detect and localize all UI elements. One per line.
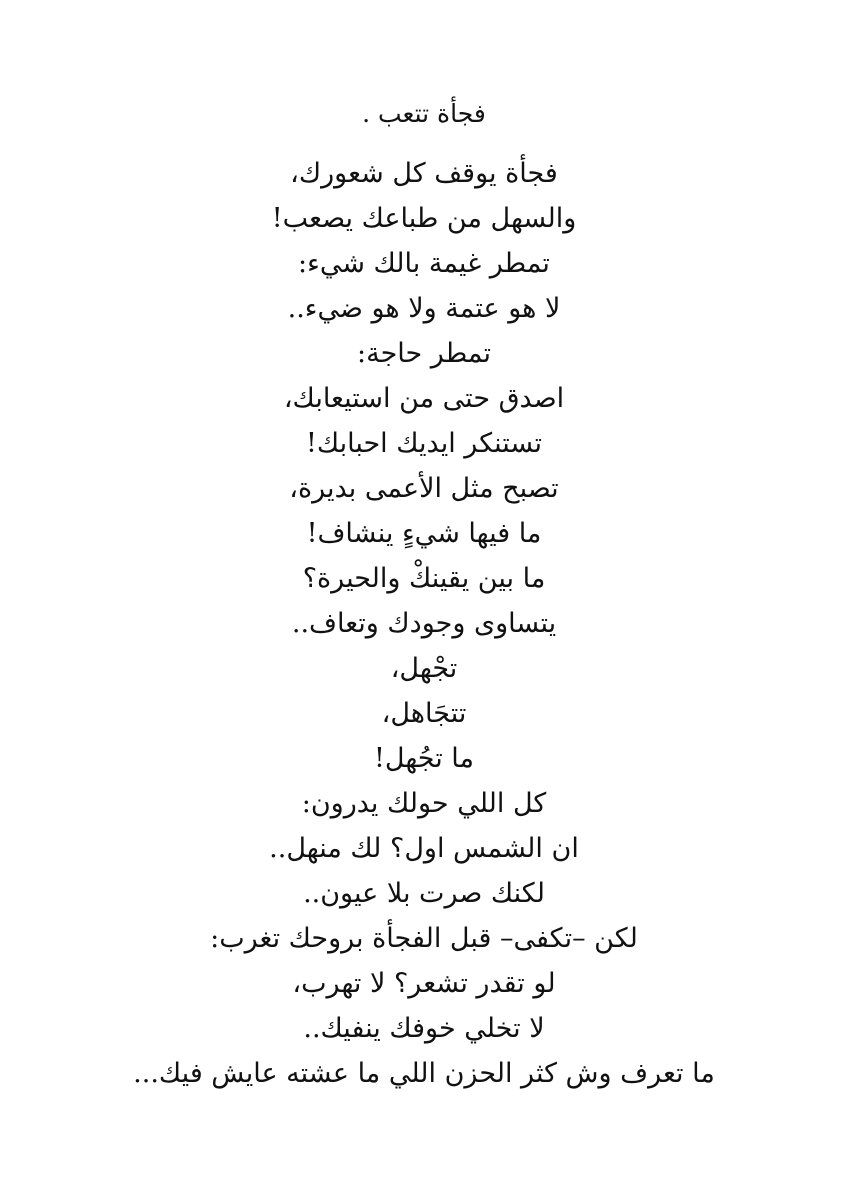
poem-line: والسهل من طباعك يصعب!: [271, 203, 577, 234]
poem-line: تصبح مثل الأعمى بديرة،: [289, 473, 559, 504]
poem-line: لكنك صرت بلا عيون..: [303, 878, 545, 909]
poem-line: اصدق حتى من استيعابك،: [283, 383, 565, 414]
poem-line: فجأة يوقف كل شعورك،: [290, 158, 558, 189]
poem-line: لا هو عتمة ولا هو ضيء..: [287, 293, 561, 324]
poem-line: تمطر غيمة بالك شيء:: [298, 248, 550, 279]
poem-line: تجْهل،: [390, 653, 458, 684]
poem-line: ما تعرف وش كثر الحزن اللي ما عشته عايش فيك...: [133, 1058, 715, 1089]
poem-line: تتجَاهل،: [381, 698, 467, 729]
poem-line: ما بين يقينكْ والحيرة؟: [302, 563, 546, 594]
poem-line: لو تقدر تشعر؟ لا تهرب،: [292, 968, 556, 999]
poem-line: ما تجُهل!: [374, 743, 474, 774]
poem-line: يتساوى وجودك وتعاف..: [291, 608, 557, 639]
poem-line: لكن –تكفى– قبل الفجأة بروحك تغرب:: [210, 923, 638, 954]
poem-line: تمطر حاجة:: [357, 338, 491, 369]
poem-line: ان الشمس اول؟ لك منهل..: [269, 833, 579, 864]
poem-body: [60, 151, 788, 1096]
poem-line: ما فيها شيءٍ ينشاف!: [306, 518, 542, 549]
poem-line: تستنكر ايديك احبابك!: [305, 428, 542, 459]
poem-title: فجأة تتعب .: [362, 99, 486, 128]
poem-line: لا تخلي خوفك ينفيك..: [303, 1013, 545, 1044]
poem-line: كل اللي حولك يدرون:: [301, 788, 547, 819]
